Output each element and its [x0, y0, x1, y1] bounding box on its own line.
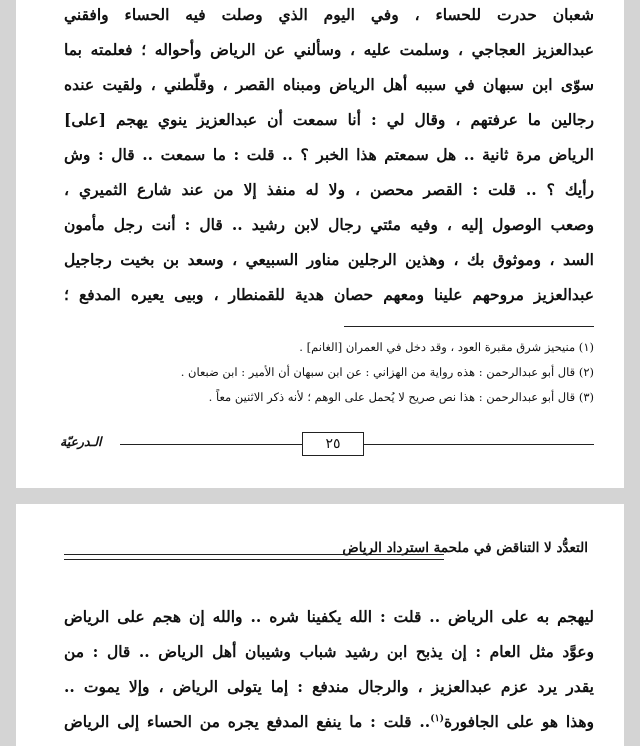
top-page: [16, 0, 624, 488]
body-line: ليهجم به على الرياض .. قلت : الله يكفينا شره .. والله إن هجم على الرياض: [64, 607, 594, 626]
footnote: (٢) قال أبو عبدالرحمن : هذه رواية من الهزاني : عن ابن سبهان أن الأمير : ابن ضبعان .: [180, 365, 594, 379]
footnote: (١) منيحيز شرق مقبرة العود ، وقد دخل في العمران [الغانم] .: [299, 340, 594, 354]
header-rule: [64, 559, 444, 560]
body-line: وصعب الوصول إليه ، وفيه مئتي رجال لابن رشيد .. قال : أنت رجل مأمون: [64, 215, 594, 234]
body-line: الرياض مرة ثانية .. هل سمعتم هذا الخبر ؟ .. قلت : ما سمعت .. قال : وش: [64, 145, 594, 164]
body-text-part: .. قلت : ما ينفع المدفع يجره من الحساء إلى الرياض: [64, 712, 431, 731]
body-line: عبدالعزيز مروحهم علينا ومعهم حصان هدية للقمنطار ، وبيى يعيره المدفع ؛: [64, 285, 594, 304]
body-text-part: وهذا هو على الجافورة: [444, 712, 594, 731]
body-line: عبدالعزيز العجاجي ، وسلمت عليه ، وسألني عن الرياض وأحواله ؛ فعلمته بما: [64, 40, 594, 59]
footnote: (٣) قال أبو عبدالرحمن : هذا نص صريح لا يُحمل على الوهم ؛ لأنه ذكر الاثنين معاً .: [208, 390, 594, 404]
publisher-logo: الـدرعيّة: [60, 434, 102, 449]
page-number: ٢٥: [302, 432, 364, 456]
footnote-separator: [344, 326, 594, 327]
running-header-title: التعدُّد لا التناقض في ملحمة استرداد الرياض: [342, 540, 588, 556]
body-line: شعبان حدرت للحساء ، وفي اليوم الذي وصلت فيه الحساء وافقني: [64, 5, 594, 24]
footer-rule-left: [120, 444, 302, 445]
bottom-page: [16, 504, 624, 746]
footnote-marker: (١): [430, 712, 444, 724]
footer-rule-right: [364, 444, 594, 445]
body-line: وعوَّد مثل العام : إن يذبح ابن رشيد شباب وشيبان أهل الرياض .. قال : من: [64, 642, 594, 661]
body-line: رأيك ؟ .. قلت : القصر محصن ، ولا له منفذ إلا من عند شارع الثميري ،: [64, 180, 594, 199]
body-line: [64, 707, 594, 737]
body-line: سوّى ابن سبهان في سببه أهل الرياض ومبناه القصر ، وقلّطني ، ولقيت عنده: [64, 75, 594, 94]
body-line: السد ، وموثوق بك ، وهذين الرجلين مناور السبيعي ، وسعد بن بخيت رجاجيل: [64, 250, 594, 269]
header-rule: [64, 554, 444, 555]
body-line: رجالين ما عرفتهم ، وقال لي : أنا سمعت أن عبدالعزيز ينوي يهجم [على]: [64, 110, 594, 129]
body-line: يقدر يرد عزم عبدالعزيز ، والرجال مندفع : إما يتولى الرياض ، وإلا يموت ..: [64, 677, 594, 696]
